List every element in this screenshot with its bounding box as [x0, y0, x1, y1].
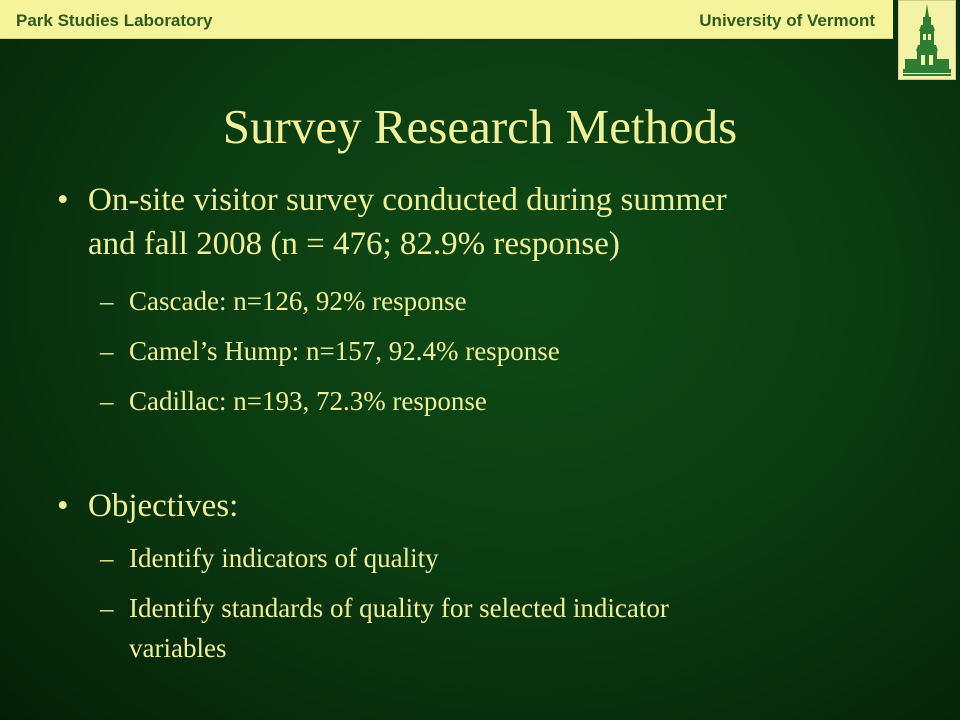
subitem-marker: – — [100, 593, 114, 623]
subitem-text: Identify standards of quality for selected indicator — [129, 593, 669, 623]
subitem-text: Cadillac: n=193, 72.3% response — [129, 386, 487, 416]
header-university-name: University of Vermont — [699, 11, 875, 30]
bullet-text-line-1: Objectives: — [88, 488, 239, 524]
subitem-marker: – — [100, 286, 114, 316]
header-lab-name: Park Studies Laboratory — [16, 11, 213, 30]
subitem-text: Camel’s Hump: n=157, 92.4% response — [129, 336, 560, 366]
subitem-text-line-2: variables — [129, 633, 227, 663]
subitem-text: Identify indicators of quality — [129, 543, 439, 573]
slide-title: Survey Research Methods — [222, 99, 738, 154]
subitem-marker: – — [100, 543, 114, 573]
subitem-text: Cascade: n=126, 92% response — [129, 286, 467, 316]
bullet-marker: • — [57, 182, 69, 218]
bullet-marker: • — [57, 488, 69, 524]
subitem-marker: – — [100, 336, 114, 366]
bullet-text-line-1: On-site visitor survey conducted during summer — [88, 182, 727, 218]
subitem-marker: – — [100, 386, 114, 416]
bullet-text-line-2: and fall 2008 (n = 476; 82.9% response) — [88, 226, 620, 262]
